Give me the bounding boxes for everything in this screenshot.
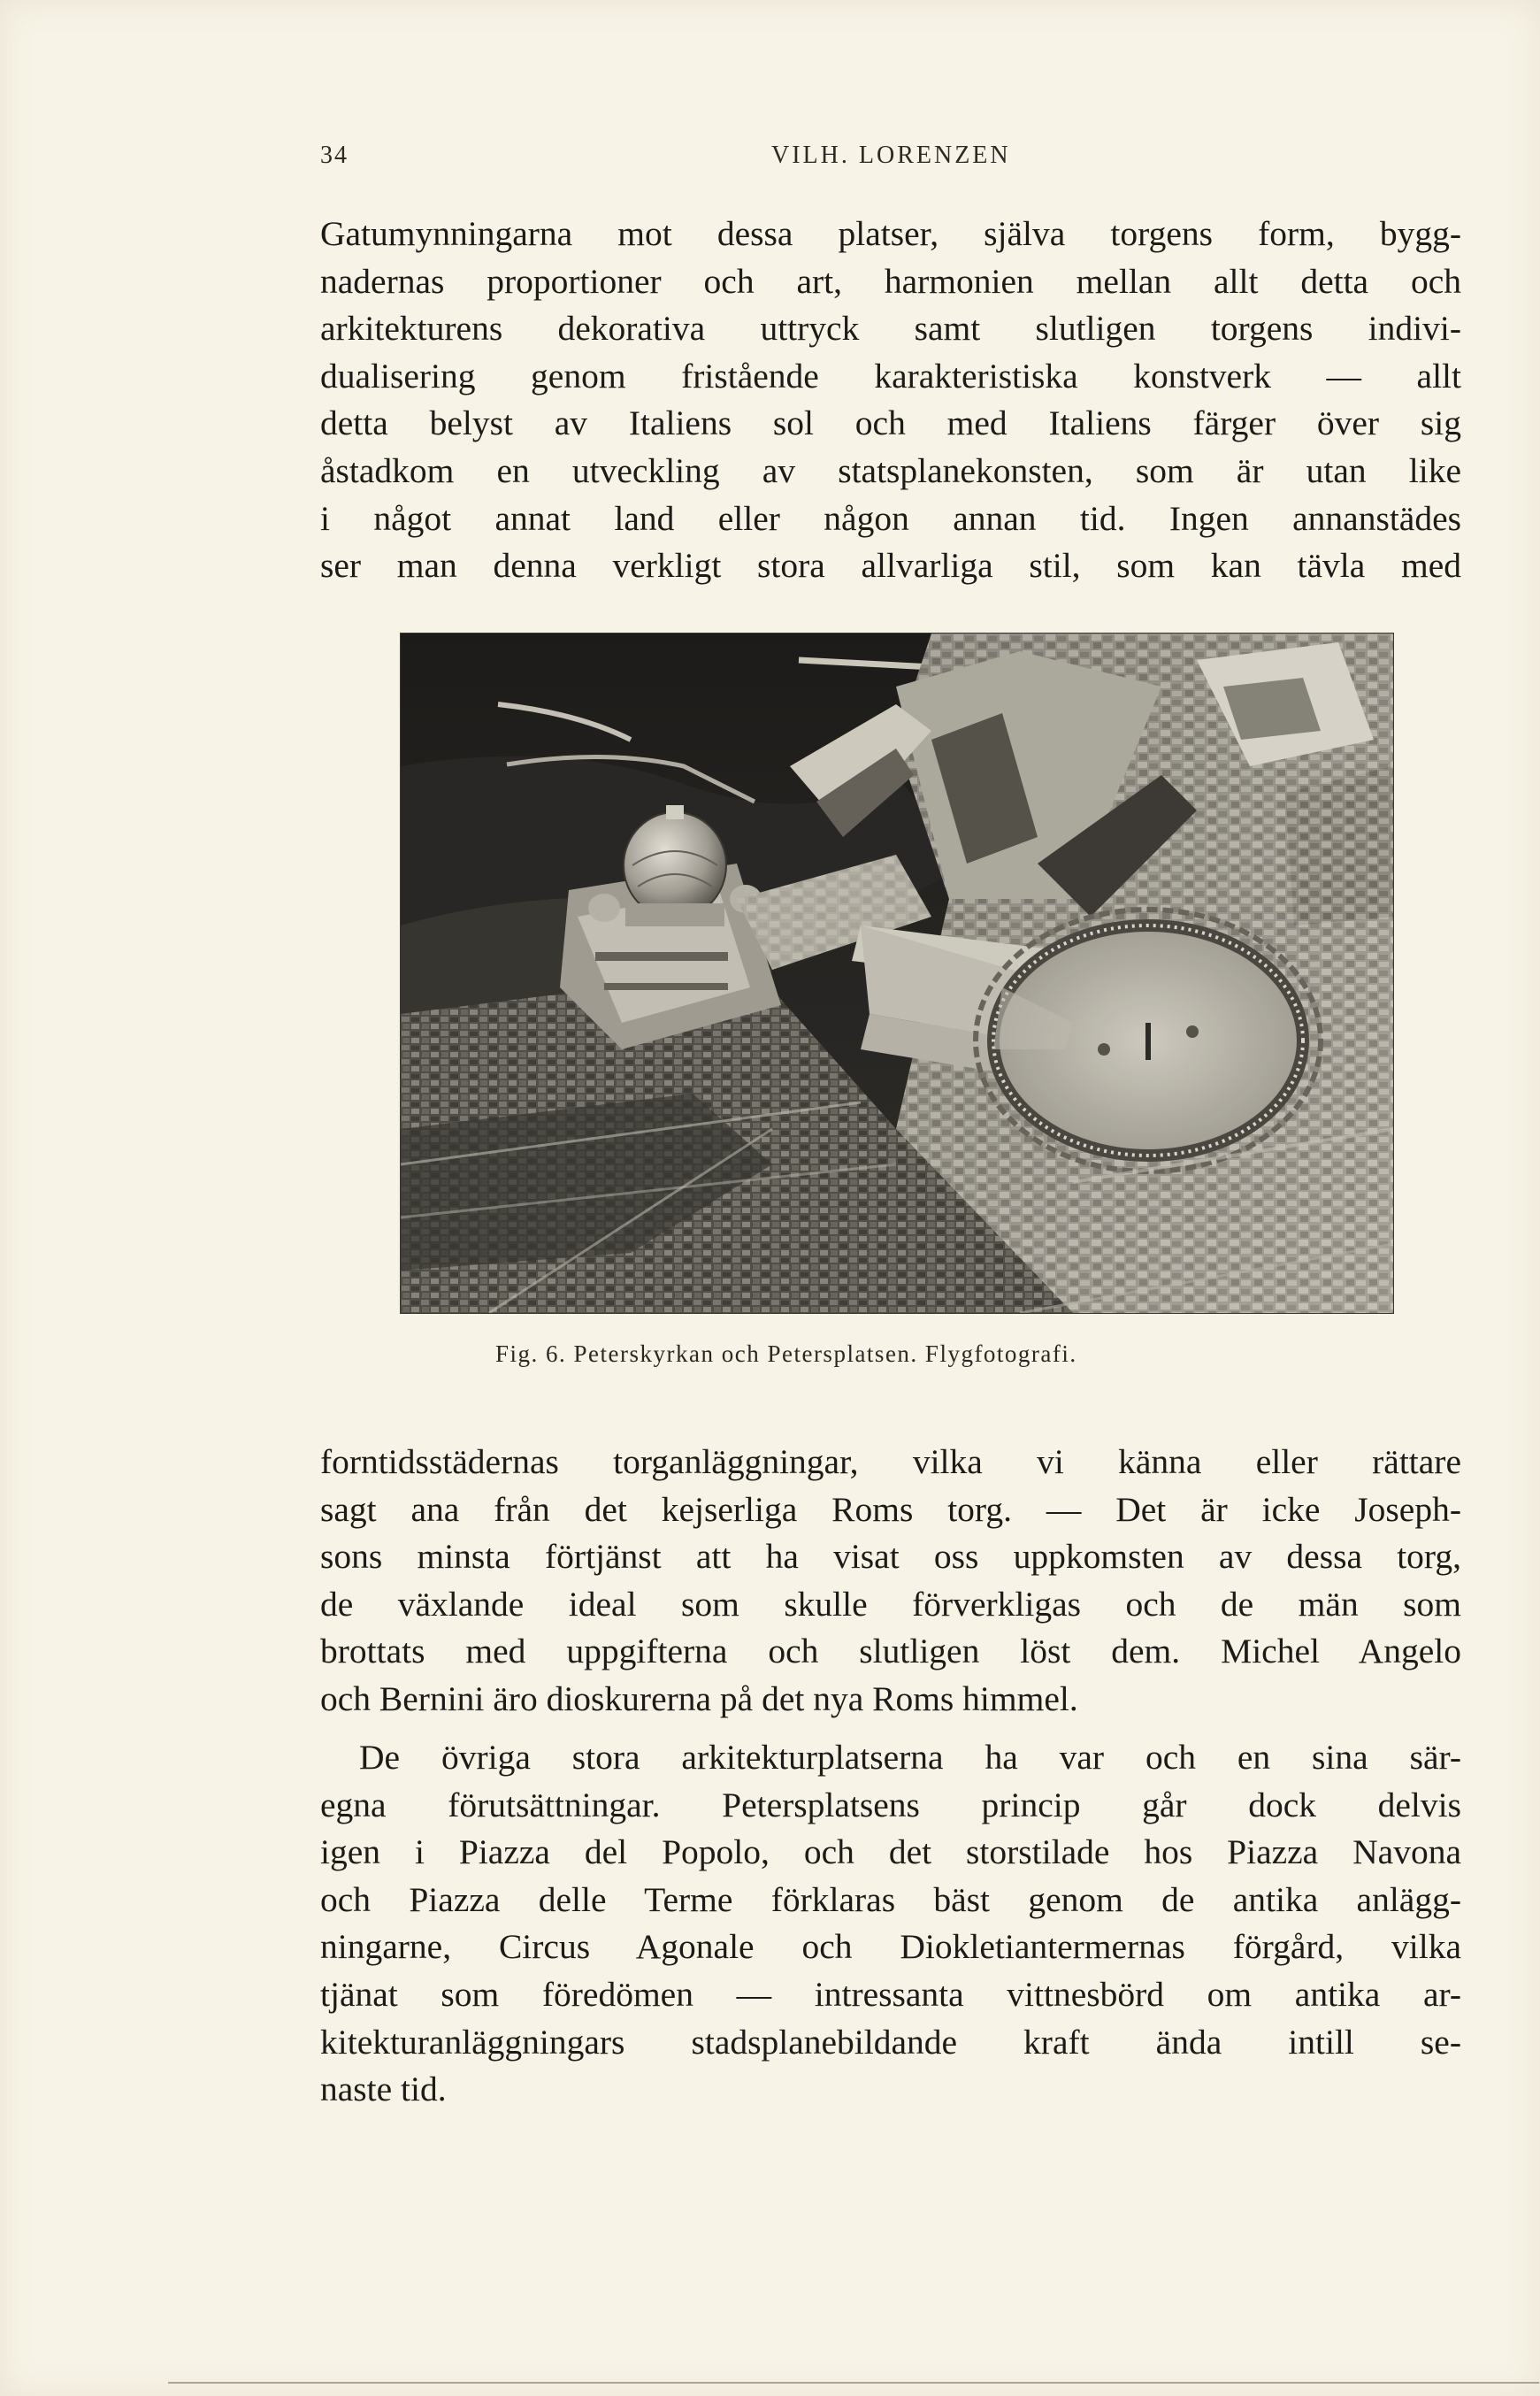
text-line: tjänat som föredömen — intressanta vittnesbörd om antika ar- <box>320 1974 1461 2014</box>
text-line: De övriga stora arkitekturplatserna ha var och en sina sär- <box>359 1738 1461 1777</box>
text-line: sagt ana från det kejserliga Roms torg. — Det är icke Joseph- <box>320 1489 1461 1529</box>
text-line: åstadkom en utveckling av statsplanekonsten, som är utan like <box>320 450 1461 490</box>
text-line: arkitekturens dekorativa uttryck samt slutligen torgens indivi- <box>320 309 1461 349</box>
text-line: ser man denna verkligt stora allvarliga stil, som kan tävla med <box>320 546 1461 586</box>
text-line: dualisering genom fristående karakteristiska konstverk — allt <box>320 356 1461 395</box>
paragraph-1 <box>320 211 1461 590</box>
aerial-photo-illustration <box>401 634 1393 1313</box>
text-line: och Bernini äro dioskurerna på det nya Roms himmel. <box>320 1678 1078 1718</box>
text-line: nadernas proportioner och art, harmonien mellan allt detta och <box>320 261 1461 301</box>
text-line: detta belyst av Italiens sol och med Italiens färger över sig <box>320 403 1461 443</box>
aerial-photograph <box>400 633 1394 1314</box>
paragraph-2 <box>320 1439 1461 1724</box>
text-line: brottats med uppgifterna och slutligen löst dem. Michel Angelo <box>320 1632 1461 1671</box>
text-line: kitekturanläggningars stadsplanebildande kraft ända intill se- <box>320 2022 1461 2062</box>
text-line: naste tid. <box>320 2070 447 2109</box>
bottom-page-edge-line <box>168 2382 1539 2384</box>
running-title: VILH. LORENZEN <box>771 142 1011 169</box>
text-line: ningarne, Circus Agonale och Diokletiantermernas förgård, vilka <box>320 1927 1461 1967</box>
text-line: Gatumynningarna mot dessa platser, själva torgens form, bygg- <box>320 214 1461 253</box>
figure-caption: Fig. 6. Peterskyrkan och Petersplatsen. Flygfotografi. <box>495 1340 1077 1367</box>
page-number: 34 <box>320 142 349 169</box>
running-header <box>320 142 1461 177</box>
text-line: de växlande ideal som skulle förverkligas och de män som <box>320 1584 1461 1624</box>
text-line: igen i Piazza del Popolo, och det storstilade hos Piazza Navona <box>320 1832 1461 1872</box>
text-line: egna förutsättningar. Petersplatsens princip går dock delvis <box>320 1785 1461 1824</box>
text-line: sons minsta förtjänst att ha visat oss uppkomsten av dessa torg, <box>320 1537 1461 1577</box>
text-line: och Piazza delle Terme förklaras bäst genom de antika anlägg- <box>320 1879 1461 1919</box>
paragraph-3 <box>320 1734 1461 2114</box>
text-line: forntidsstädernas torganläggningar, vilka vi känna eller rättare <box>320 1442 1461 1481</box>
text-line: i något annat land eller någon annan tid. Ingen annanstädes <box>320 498 1461 538</box>
